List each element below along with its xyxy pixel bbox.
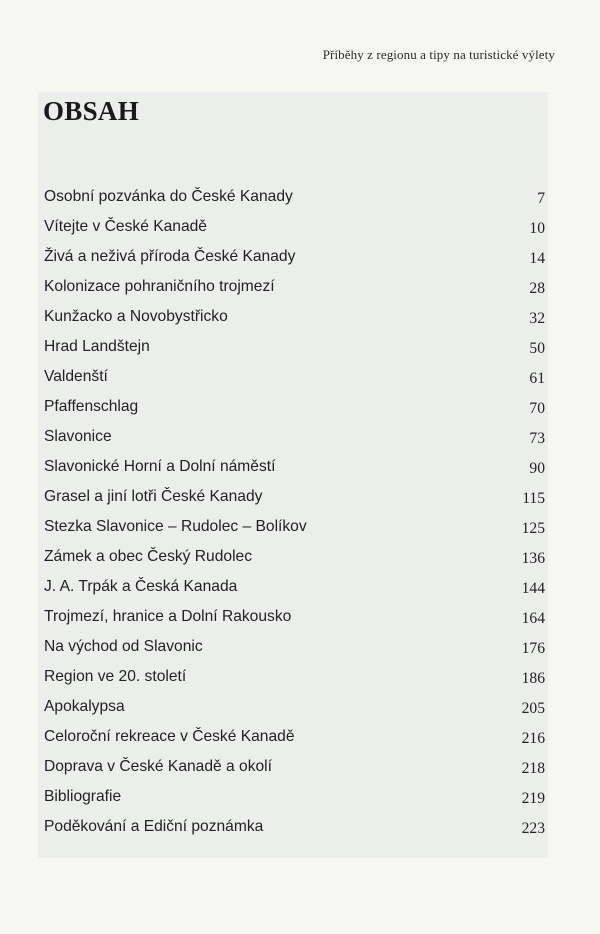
toc-entry-page: 14 xyxy=(529,250,545,267)
toc-entry xyxy=(44,242,545,272)
page-title: OBSAH xyxy=(43,96,140,126)
toc-entry-label: Grasel a jiní lotři České Kanady xyxy=(44,488,263,505)
toc-entry-label: Kolonizace pohraničního trojmezí xyxy=(44,278,275,295)
toc-entry-page: 176 xyxy=(521,640,545,657)
toc-entry xyxy=(44,542,545,572)
toc-entry-page: 28 xyxy=(529,280,545,297)
toc-entry-label: Stezka Slavonice – Rudolec – Bolíkov xyxy=(44,518,307,535)
toc-entry-page: 219 xyxy=(521,790,545,807)
toc-entry-page: 90 xyxy=(529,460,545,477)
toc-entry xyxy=(44,722,545,752)
toc-entry-label: Osobní pozvánka do České Kanady xyxy=(44,188,293,205)
toc-entry-page: 10 xyxy=(529,220,545,237)
toc-entry-page: 73 xyxy=(529,430,545,447)
toc-entry xyxy=(44,482,545,512)
toc-entry-label: Celoroční rekreace v České Kanadě xyxy=(44,728,295,745)
toc-entry-label: Bibliografie xyxy=(44,788,122,805)
toc-entry-label: Slavonické Horní a Dolní náměstí xyxy=(44,458,276,475)
toc-entry xyxy=(44,212,545,242)
toc-entry xyxy=(44,662,545,692)
toc-entry xyxy=(44,302,545,332)
toc-entry-page: 7 xyxy=(537,190,545,207)
toc-entry-label: Na východ od Slavonic xyxy=(44,638,203,655)
toc-entry xyxy=(44,812,545,842)
toc-entry-page: 32 xyxy=(529,310,545,327)
toc-entry xyxy=(44,752,545,782)
toc-entry xyxy=(44,392,545,422)
toc-entry-label: Doprava v České Kanadě a okolí xyxy=(44,758,272,775)
toc-entry-label: Apokalypsa xyxy=(44,698,125,715)
table-of-contents xyxy=(44,182,545,842)
toc-entry-page: 125 xyxy=(521,520,545,537)
toc-entry xyxy=(44,692,545,722)
toc-entry-label: Kunžacko a Novobystřicko xyxy=(44,308,228,325)
toc-entry-label: Slavonice xyxy=(44,428,112,445)
toc-entry-page: 205 xyxy=(521,700,545,717)
toc-entry xyxy=(44,272,545,302)
running-header: Příběhy z regionu a tipy na turistické výlety xyxy=(322,47,555,62)
toc-entry xyxy=(44,512,545,542)
toc-entry-label: Trojmezí, hranice a Dolní Rakousko xyxy=(44,608,292,625)
toc-entry-page: 223 xyxy=(521,820,545,837)
toc-entry xyxy=(44,602,545,632)
toc-entry-page: 216 xyxy=(521,730,545,747)
toc-entry-label: J. A. Trpák a Česká Kanada xyxy=(44,578,238,595)
toc-entry-page: 50 xyxy=(529,340,545,357)
toc-entry xyxy=(44,332,545,362)
toc-entry-label: Valdenští xyxy=(44,368,108,385)
toc-entry xyxy=(44,572,545,602)
toc-entry-label: Poděkování a Ediční poznámka xyxy=(44,818,264,835)
toc-entry-page: 144 xyxy=(521,580,545,597)
toc-entry xyxy=(44,782,545,812)
toc-entry-label: Region ve 20. století xyxy=(44,668,187,685)
toc-entry xyxy=(44,632,545,662)
toc-entry-page: 115 xyxy=(522,490,545,507)
toc-entry-label: Hrad Landštejn xyxy=(44,338,150,355)
toc-entry-page: 70 xyxy=(529,400,545,417)
toc-entry xyxy=(44,452,545,482)
toc-entry-label: Zámek a obec Český Rudolec xyxy=(44,548,253,565)
toc-entry-label: Vítejte v České Kanadě xyxy=(44,218,207,235)
toc-entry-page: 61 xyxy=(529,370,545,387)
toc-entry xyxy=(44,182,545,212)
toc-entry-page: 186 xyxy=(521,670,545,687)
toc-entry-label: Živá a neživá příroda České Kanady xyxy=(44,248,296,265)
toc-entry xyxy=(44,422,545,452)
toc-entry-page: 218 xyxy=(521,760,545,777)
toc-entry-page: 136 xyxy=(521,550,545,567)
toc-entry-label: Pfaffenschlag xyxy=(44,398,139,415)
toc-entry xyxy=(44,362,545,392)
toc-entry-page: 164 xyxy=(521,610,545,627)
